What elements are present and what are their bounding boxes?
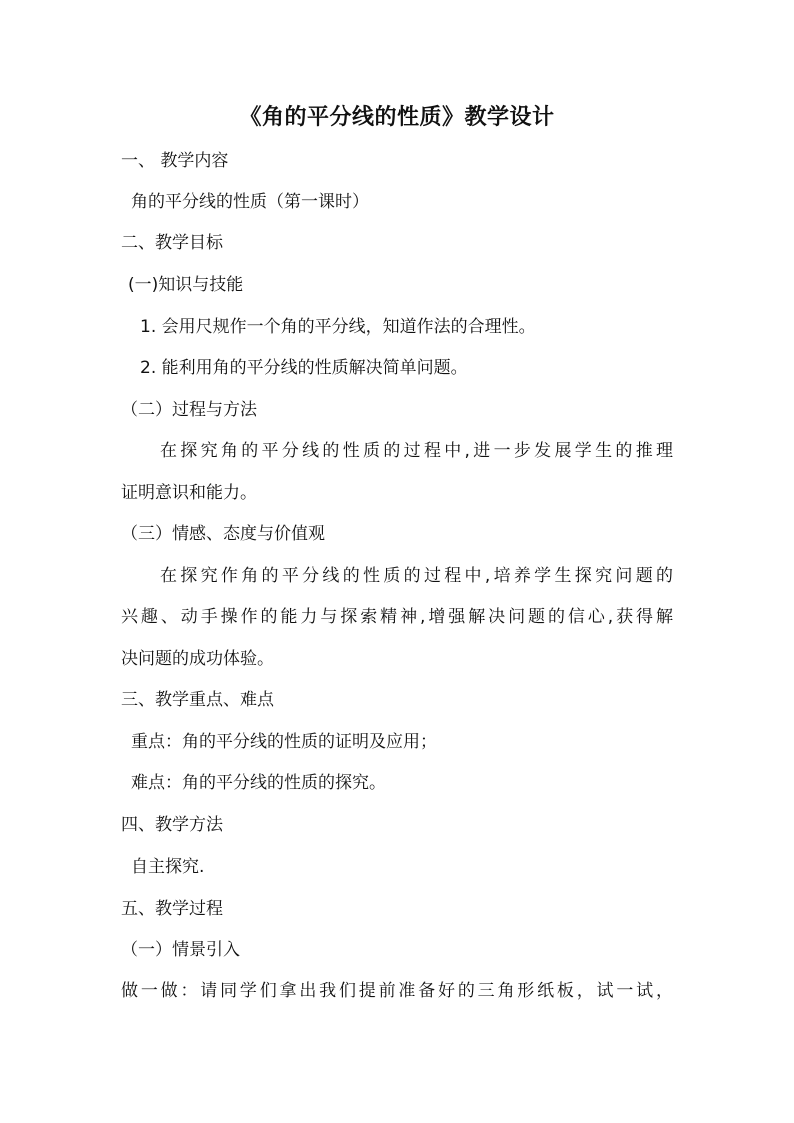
objective-item-2: 2. 能利用角的平分线的性质解决简单问题。 xyxy=(140,358,468,378)
document-title: 《角的平分线的性质》教学设计 xyxy=(239,105,555,130)
section-5-subheading-intro: （一）情景引入 xyxy=(121,940,240,960)
section-3-heading: 三、教学重点、难点 xyxy=(121,690,274,710)
process-paragraph-line-2: 证明意识和能力。 xyxy=(121,483,257,503)
section-2-subheading-knowledge: (一)知识与技能 xyxy=(128,275,244,295)
section-2-subheading-process: （二）过程与方法 xyxy=(121,400,257,420)
section-1-text: 角的平分线的性质（第一课时） xyxy=(131,192,369,212)
emotion-paragraph-line-1: 在探究作角的平分线的性质的过程中,培养学生探究问题的 xyxy=(160,566,673,586)
section-1-heading: 一、 教学内容 xyxy=(121,151,229,171)
section-2-heading: 二、教学目标 xyxy=(121,233,223,253)
difficult-point-text: 难点：角的平分线的性质的探究。 xyxy=(131,773,386,793)
key-point-text: 重点：角的平分线的性质的证明及应用； xyxy=(131,732,437,752)
process-paragraph-line-1: 在探究角的平分线的性质的过程中,进一步发展学生的推理 xyxy=(160,441,673,461)
emotion-paragraph-line-3: 决问题的成功体验。 xyxy=(121,649,274,669)
intro-paragraph-line-1: 做一做：请同学们拿出我们提前准备好的三角形纸板，试一试， xyxy=(121,981,673,1001)
section-2-subheading-emotion: （三）情感、态度与价值观 xyxy=(121,524,325,544)
emotion-paragraph-line-2: 兴趣、动手操作的能力与探索精神,增强解决问题的信心,获得解 xyxy=(121,607,673,627)
objective-item-1: 1. 会用尺规作一个角的平分线，知道作法的合理性。 xyxy=(140,317,536,337)
section-4-heading: 四、教学方法 xyxy=(121,815,223,835)
section-4-text: 自主探究. xyxy=(131,857,205,877)
section-5-heading: 五、教学过程 xyxy=(121,899,223,919)
